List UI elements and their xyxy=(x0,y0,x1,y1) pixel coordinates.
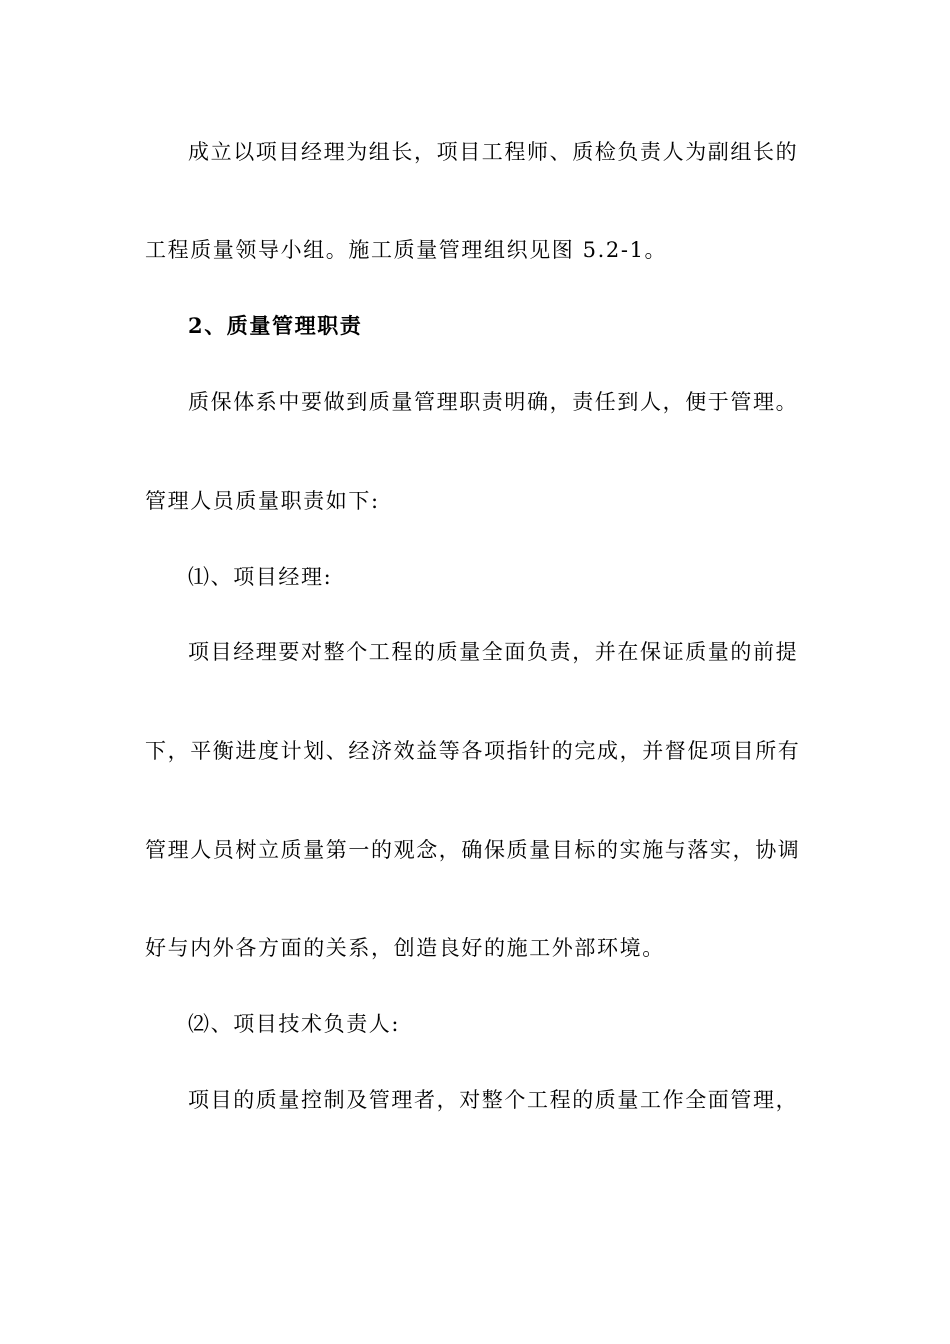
section-heading: 2、质量管理职责 xyxy=(188,313,363,338)
paragraph-line: 管理人员树立质量第一的观念，确保质量目标的实施与落实，协调 xyxy=(145,838,801,862)
paragraph-line: 成立以项目经理为组长，项目工程师、质检负责人为副组长的 xyxy=(188,140,799,164)
paragraph-line: 工程质量领导小组。施工质量管理组织见图 5.2-1。 xyxy=(145,238,668,262)
paragraph-line: 管理人员质量职责如下: xyxy=(145,489,380,513)
paragraph-line: 项目经理要对整个工程的质量全面负责，并在保证质量的前提 xyxy=(188,640,799,664)
paragraph-line: 下，平衡进度计划、经济效益等各项指针的完成，并督促项目所有 xyxy=(145,739,801,763)
paragraph-line: 质保体系中要做到质量管理职责明确，责任到人，便于管理。 xyxy=(188,390,799,414)
paragraph-line: 好与内外各方面的关系，创造良好的施工外部环境。 xyxy=(145,936,665,960)
paragraph-line: 项目的质量控制及管理者，对整个工程的质量工作全面管理， xyxy=(188,1088,799,1112)
subheading: ⑵、项目技术负责人: xyxy=(188,1012,401,1036)
subheading: ⑴、项目经理: xyxy=(188,565,333,589)
